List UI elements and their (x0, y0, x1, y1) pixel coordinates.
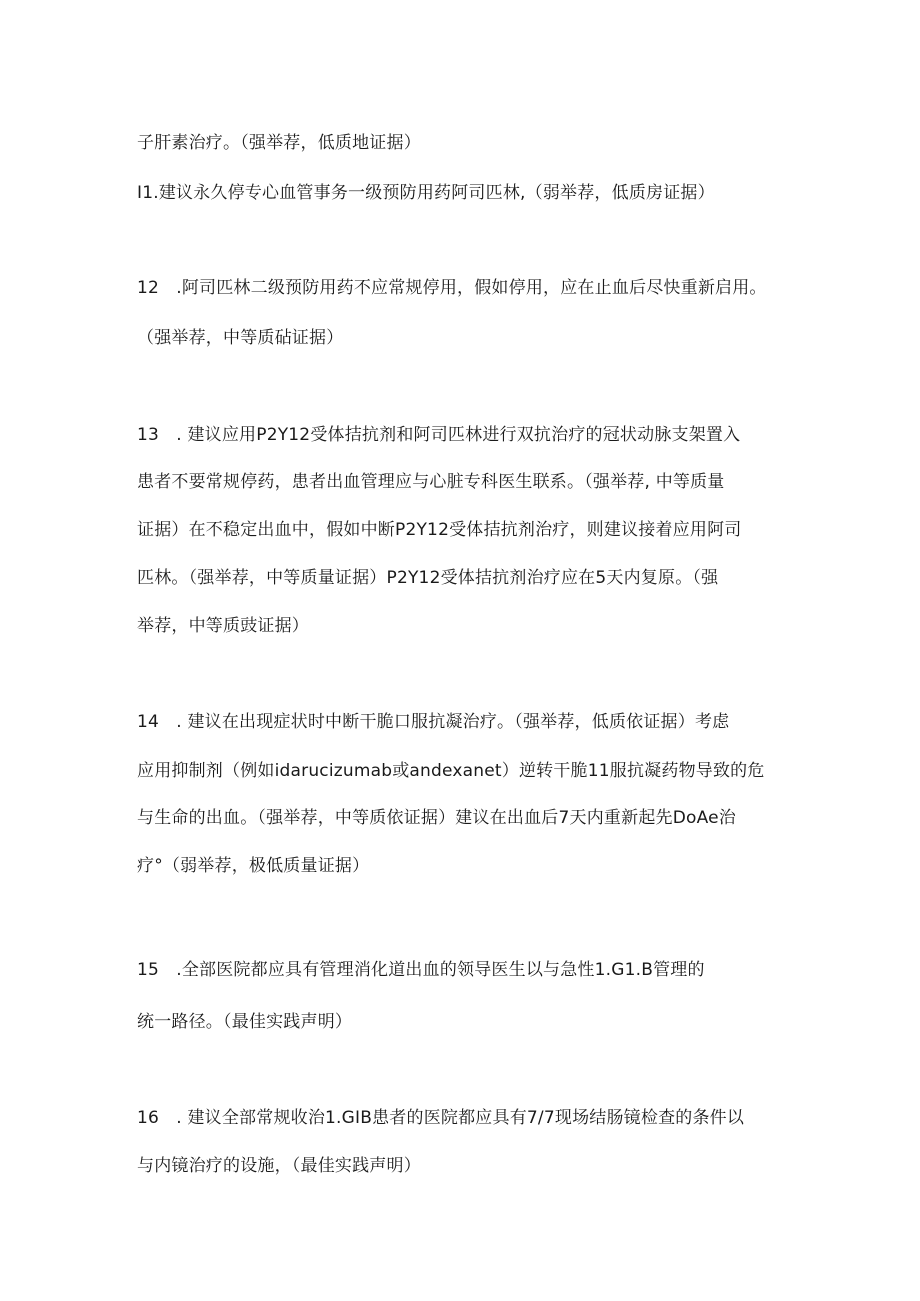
text-line: （强举荐，中等质砧证据） (137, 328, 344, 348)
text-line: 患者不要常规停药，患者出血管理应与心脏专科医生联系。（强举荐, 中等质量 (137, 472, 725, 492)
text-line: 16 . 建议全部常规收治1.GIB患者的医院都应具有7/7现场结肠镜检查的条件以 (137, 1108, 745, 1128)
text-line: 与内镜治疗的设施，（最佳实践声明） (137, 1156, 421, 1176)
text-line: 应用抑制剂（例如idarucizumab或andexanet）逆转干脆11服抗凝药物导致的危 (137, 761, 765, 781)
text-line: 13 . 建议应用P2Y12受体拮抗剂和阿司匹林进行双抗治疗的冠状动脉支架置入 (137, 425, 741, 445)
text-line: I1.建议永久停专心血管事务一级预防用药阿司匹林,（弱举荐，低质房证据） (137, 183, 715, 203)
text-line: 证据）在不稳定出血中，假如中断P2Y12受体拮抗剂治疗，则建议接着应用阿司 (137, 520, 742, 540)
text-line: 匹林。（强举荐，中等质量证据）P2Y12受体拮抗剂治疗应在5天内复原。（强 (137, 568, 719, 588)
text-line: 14 . 建议在出现症状时中断干脆口服抗凝治疗。（强举荐，低质依证据）考虑 (137, 712, 730, 732)
text-line: 15 .全部医院都应具有管理消化道出血的领导医生以与急性1.G1.B管理的 (137, 960, 705, 980)
text-line: 与生命的出血。（强举荐，中等质依证据）建议在出血后7天内重新起先DoAe治 (137, 808, 736, 828)
text-line: 子肝素治疗。（强举荐，低质地证据） (137, 133, 421, 153)
text-line: 统一路径。（最佳实践声明） (137, 1012, 353, 1032)
text-line: 举荐，中等质豉证据） (137, 616, 309, 636)
text-line: 疗°（弱举荐，极低质量证据） (137, 856, 370, 876)
text-line: 12 .阿司匹林二级预防用药不应常规停用，假如停用，应在止血后尽快重新启用。 (137, 278, 767, 298)
